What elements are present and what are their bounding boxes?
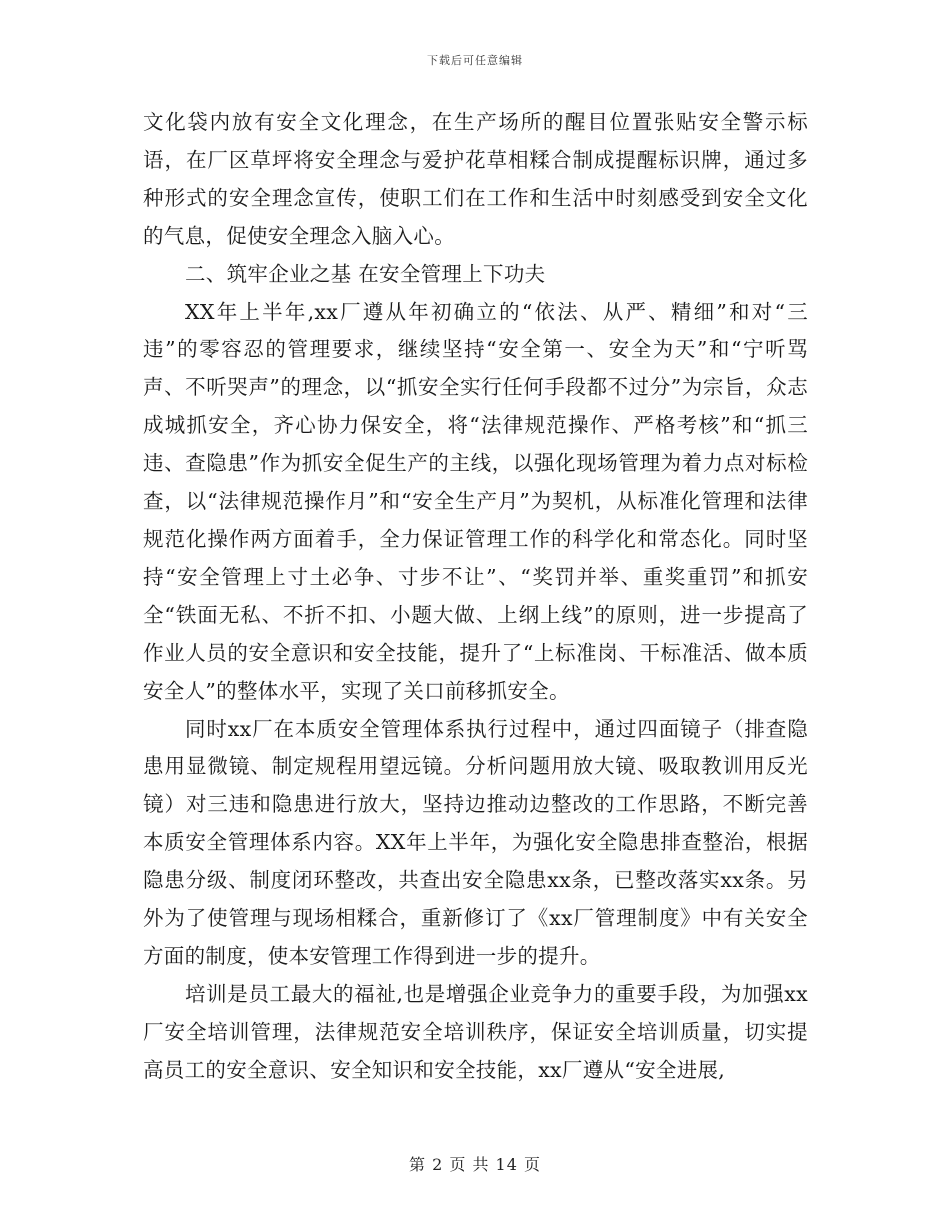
paragraph: 培训是员工最大的福祉,也是增强企业竞争力的重要手段，为加强xx厂安全培训管理，法律规范安全培训秩序，保证安全培训质量，切实提高员工的安全意识、安全知识和安全技能，xx厂遵从“安全进展, [143,981,808,1082]
page-number: 第 2 页 共 14 页 [409,1155,541,1174]
paragraph: XX年上半年,xx厂遵从年初确立的“依法、从严、精细”和对“三违”的零容忍的管理要求，继续坚持“安全第一、安全为天”和“宁听骂声、不听哭声”的理念，以“抓安全实行任何手段都不过分”为宗旨，众志成城抓安全，齐心协力保安全，将“法律规范操作、严格考核”和“抓三违、查隐患”作为抓安全促生产的主线，以强化现场管理为着力点对标检查，以“法律规范操作月”和“安全生产月”为契机，从标准化管理和法律规范化操作两方面着手，全力保证管理工作的科学化和常态化。同时坚持“安全管理上寸土必争、寸步不让”、“奖罚并举、重奖重罚”和抓安全“铁面无私、不折不扣、小题大做、上纲上线”的原则，进一步提高了作业人员的安全意识和安全技能，提升了“上标准岗、干标准活、做本质安全人”的整体水平，实现了关口前移抓安全。 [143,299,808,703]
page-header-note: 下载后可任意编辑 [427,54,523,67]
section-heading: 二、筑牢企业之基 在安全管理上下功夫 [185,261,546,286]
document-body [143,104,808,1090]
paragraph: 同时xx厂在本质安全管理体系执行过程中，通过四面镜子（排查隐患用显微镜、制定规程用望远镜。分析问题用放大镜、吸取教训用反光镜）对三违和隐患进行放大，坚持边推动边整改的工作思路，不断完善本质安全管理体系内容。XX年上半年，为强化安全隐患排查整治，根据隐患分级、制度闭环整改，共查出安全隐患xx条，已整改落实xx条。另外为了使管理与现场相糅合，重新修订了《xx厂管理制度》中有关安全方面的制度，使本安管理工作得到进一步的提升。 [143,716,808,968]
paragraph: 文化袋内放有安全文化理念，在生产场所的醒目位置张贴安全警示标语，在厂区草坪将安全理念与爱护花草相糅合制成提醒标识牌，通过多种形式的安全理念宣传，使职工们在工作和生活中时刻感受到安全文化的气息，促使安全理念入脑入心。 [143,110,808,248]
